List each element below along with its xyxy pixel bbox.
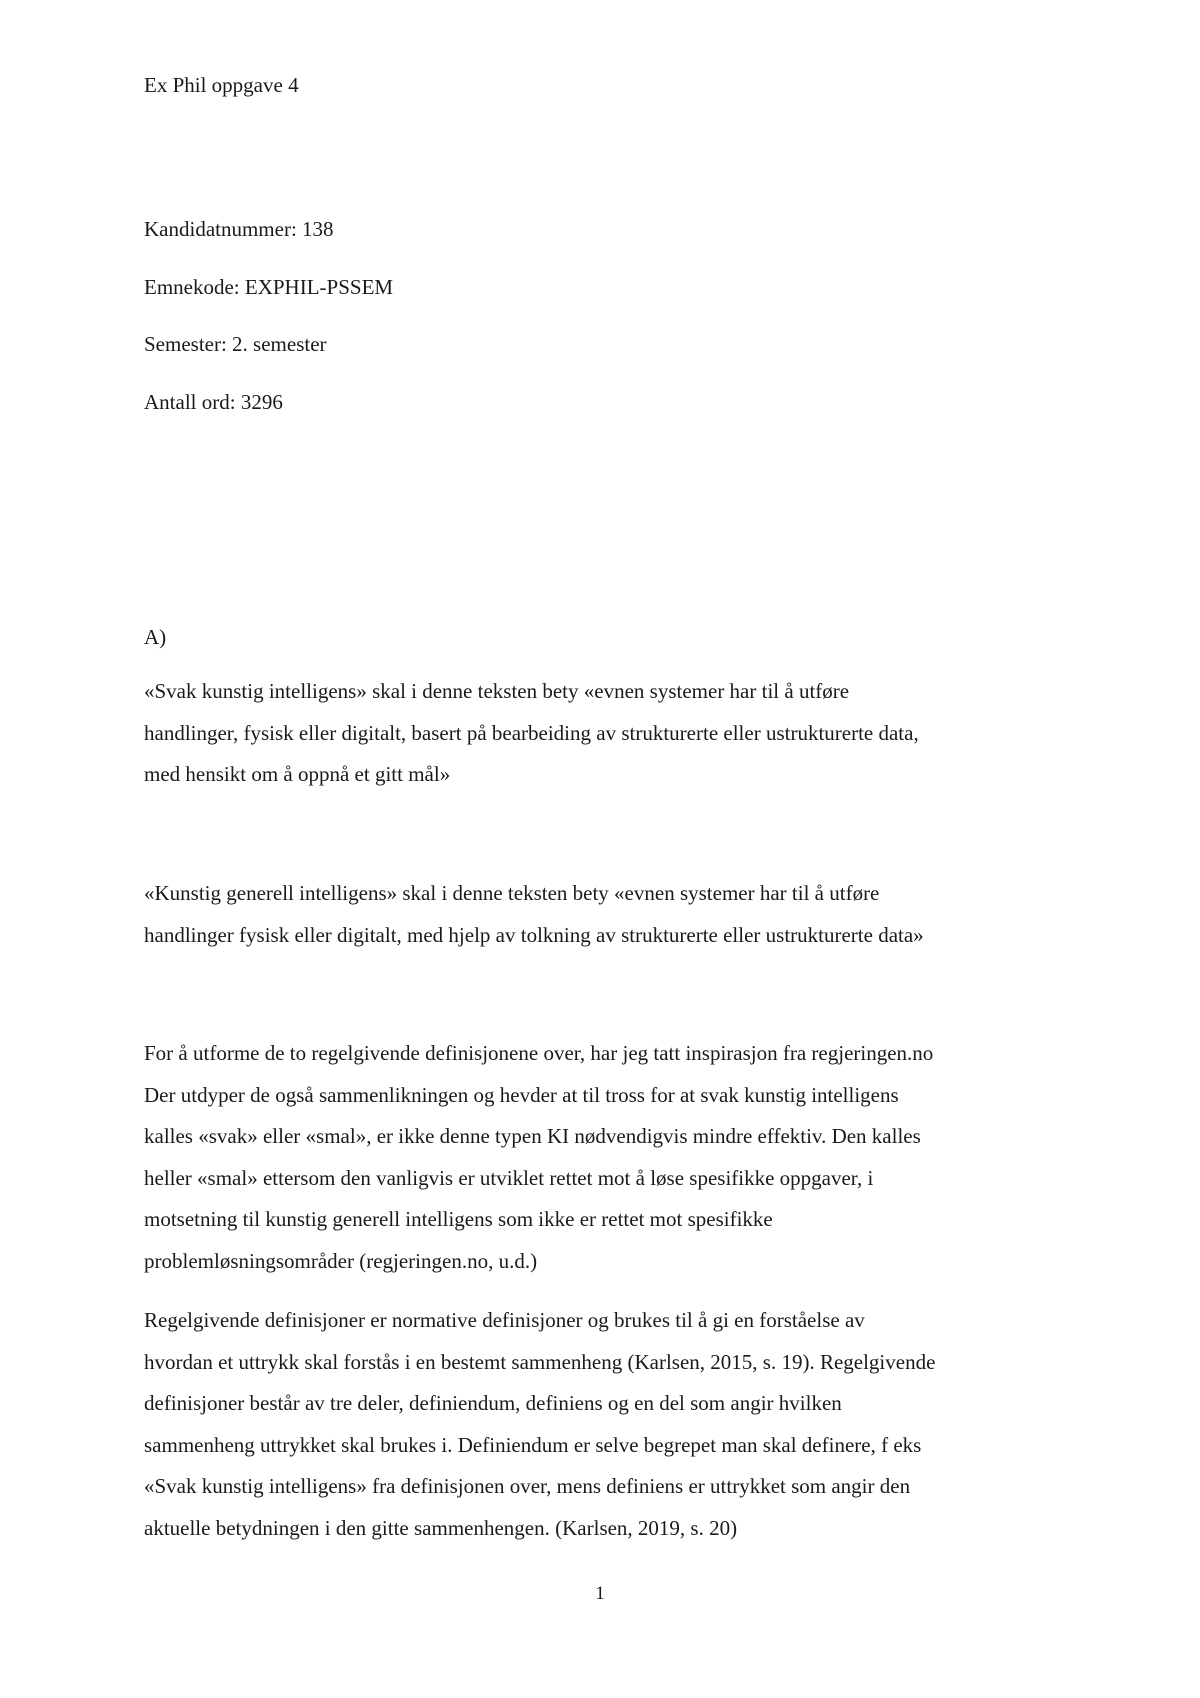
semester: Semester: 2. semester xyxy=(144,332,327,356)
paragraph-line: kalles «svak» eller «smal», er ikke denne typen KI nødvendigvis mindre effektiv. Den kalles xyxy=(144,1124,921,1148)
paragraph-line: med hensikt om å oppnå et gitt mål» xyxy=(144,762,451,786)
paragraph-line: Der utdyper de også sammenlikningen og hevder at til tross for at svak kunstig intelligens xyxy=(144,1082,899,1107)
page-number: 1 xyxy=(595,1583,605,1604)
paragraph-definition-weak-ai xyxy=(144,671,1074,796)
paragraph-line: heller «smal» ettersom den vanligvis er utviklet rettet mot å løse spesifikke oppgaver, i xyxy=(144,1165,874,1190)
paragraph-line: Regelgivende definisjoner er normative definisjoner og brukes til å gi en forståelse av xyxy=(144,1308,865,1332)
paragraph-inspiration xyxy=(144,1033,1074,1282)
candidate-number: Kandidatnummer: 138 xyxy=(144,217,334,241)
paragraph-regulative-definitions xyxy=(144,1300,1074,1549)
document-title: Ex Phil oppgave 4 xyxy=(144,73,299,97)
paragraph-line: hvordan et uttrykk skal forstås i en bestemt sammenheng (Karlsen, 2015, s. 19). Regelgivende xyxy=(144,1349,936,1374)
paragraph-line: «Kunstig generell intelligens» skal i denne teksten bety «evnen systemer har til å utføre xyxy=(144,881,880,905)
paragraph-line: «Svak kunstig intelligens» skal i denne teksten bety «evnen systemer har til å utføre xyxy=(144,679,850,703)
paragraph-line: definisjoner består av tre deler, definiendum, definiens og en del som angir hvilken xyxy=(144,1391,842,1415)
paragraph-line: motsetning til kunstig generell intelligens som ikke er rettet mot spesifikke xyxy=(144,1207,773,1231)
paragraph-line: «Svak kunstig intelligens» fra definisjonen over, mens definiens er uttrykket som angir den xyxy=(144,1474,911,1498)
section-heading: A) xyxy=(144,625,167,649)
paragraph-line: aktuelle betydningen i den gitte sammenhengen. (Karlsen, 2019, s. 20) xyxy=(144,1515,738,1540)
word-count: Antall ord: 3296 xyxy=(144,390,283,414)
paragraph-line: For å utforme de to regelgivende definisjonene over, har jeg tatt inspirasjon fra regjeringen.no xyxy=(144,1041,934,1065)
paragraph-line: handlinger fysisk eller digitalt, med hjelp av tolkning av strukturerte eller ustrukturerte data» xyxy=(144,922,924,947)
paragraph-line: handlinger, fysisk eller digitalt, basert på bearbeiding av strukturerte eller ustrukturerte data, xyxy=(144,720,919,745)
paragraph-line: sammenheng uttrykket skal brukes i. Definiendum er selve begrepet man skal definere, f eks xyxy=(144,1432,922,1457)
course-code: Emnekode: EXPHIL-PSSEM xyxy=(144,275,394,299)
paragraph-definition-general-ai xyxy=(144,873,1074,956)
paragraph-line: problemløsningsområder (regjeringen.no, u.d.) xyxy=(144,1248,538,1273)
